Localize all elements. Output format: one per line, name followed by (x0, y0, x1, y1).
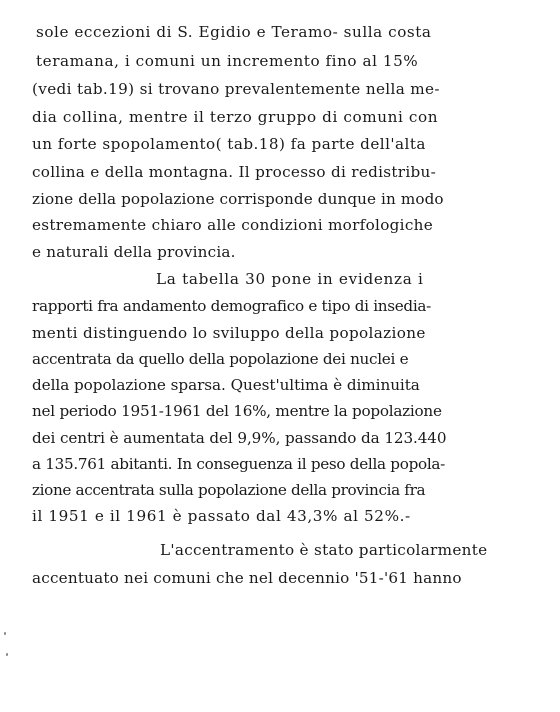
text-line-8: estremamente chiaro alle condizioni morfologiche (32, 216, 433, 234)
text-line-4: dia collina, mentre il terzo gruppo di comuni con (32, 108, 439, 126)
text-line-1: sole eccezioni di S. Egidio e Teramo- sulla costa (36, 23, 432, 41)
text-line-2: teramana, i comuni un incremento fino al 15% (36, 52, 419, 70)
text-line-18: zione accentrata sulla popolazione della provincia fra (32, 481, 426, 499)
text-line-10: La tabella 30 pone in evidenza i (156, 270, 424, 288)
text-line-13: accentrata da quello della popolazione dei nuclei e (32, 350, 409, 368)
text-line-12: menti distinguendo lo sviluppo della popolazione (32, 324, 426, 342)
text-line-20: L'accentramento è stato particolarmente (160, 541, 488, 559)
text-line-21: accentuato nei comuni che nel decennio '51-'61 hanno (32, 569, 462, 587)
scan-speck (6, 653, 8, 656)
text-line-14: della popolazione sparsa. Quest'ultima è diminuita (32, 376, 420, 394)
scan-speck (4, 632, 6, 635)
text-line-16: dei centri è aumentata del 9,9%, passando da 123.440 (32, 429, 447, 447)
text-line-9: e naturali della provincia. (32, 243, 236, 261)
text-line-7: zione della popolazione corrisponde dunque in modo (32, 190, 444, 208)
text-line-6: collina e della montagna. Il processo di redistribu- (32, 163, 437, 181)
text-line-5: un forte spopolamento( tab.18) fa parte dell'alta (32, 135, 426, 153)
text-line-11: rapporti fra andamento demografico e tipo di insedia- (32, 297, 431, 315)
text-line-19: il 1951 e il 1961 è passato dal 43,3% al 52%.- (32, 507, 411, 525)
text-line-17: a 135.761 abitanti. In conseguenza il peso della popola- (32, 455, 445, 473)
text-line-15: nel periodo 1951-1961 del 16%, mentre la popolazione (32, 402, 442, 420)
text-line-3: (vedi tab.19) si trovano prevalentemente nella me- (32, 80, 440, 98)
